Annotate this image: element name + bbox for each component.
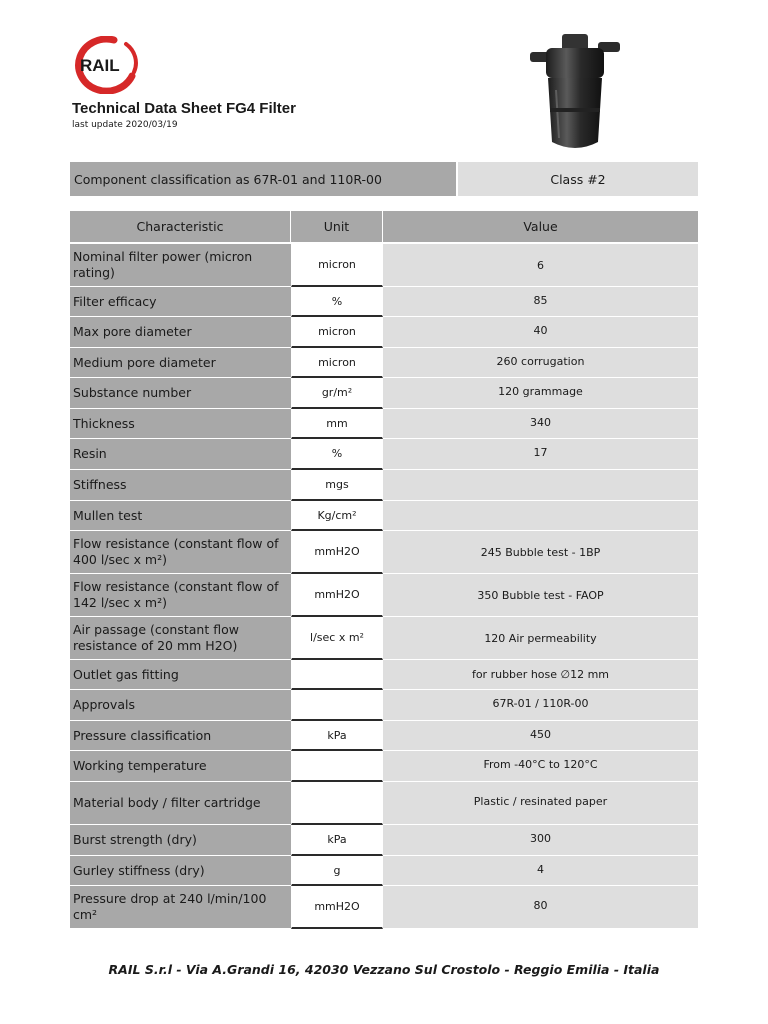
table-row <box>70 531 698 574</box>
characteristic-cell: Nominal filter power (micron rating) <box>70 244 291 287</box>
characteristic-cell: Air passage (constant flow resistance of 20 mm H2O) <box>70 617 291 660</box>
table-row <box>70 574 698 617</box>
value-cell: 340 <box>383 409 698 439</box>
unit-cell: micron <box>291 244 383 287</box>
table-row <box>70 660 698 690</box>
characteristic-cell: Thickness <box>70 409 291 439</box>
classification-value: Class #2 <box>458 162 698 196</box>
characteristic-cell: Filter efficacy <box>70 287 291 317</box>
table-row <box>70 348 698 378</box>
value-cell: 260 corrugation <box>383 348 698 378</box>
unit-cell: kPa <box>291 825 383 856</box>
table-row <box>70 244 698 287</box>
unit-cell: mmH2O <box>291 531 383 574</box>
unit-cell: micron <box>291 317 383 348</box>
fg4-filter-product-image <box>526 30 624 156</box>
value-cell: 40 <box>383 317 698 348</box>
table-row <box>70 690 698 721</box>
table-row <box>70 439 698 470</box>
characteristic-cell: Burst strength (dry) <box>70 825 291 856</box>
value-cell: 80 <box>383 886 698 929</box>
value-cell: 6 <box>383 244 698 287</box>
table-row <box>70 856 698 886</box>
unit-cell: mmH2O <box>291 574 383 617</box>
document-title: Technical Data Sheet FG4 Filter <box>72 100 296 117</box>
unit-cell <box>291 751 383 782</box>
characteristic-cell: Gurley stiffness (dry) <box>70 856 291 886</box>
unit-cell: % <box>291 287 383 317</box>
table-row <box>70 721 698 751</box>
table-row <box>70 470 698 501</box>
characteristic-cell: Approvals <box>70 690 291 721</box>
last-update: last update 2020/03/19 <box>72 120 178 130</box>
table-header-row <box>70 211 698 244</box>
characteristic-cell: Max pore diameter <box>70 317 291 348</box>
unit-cell <box>291 660 383 690</box>
value-cell: for rubber hose ∅12 mm <box>383 660 698 690</box>
table-row <box>70 409 698 439</box>
unit-cell: mm <box>291 409 383 439</box>
table-row <box>70 782 698 825</box>
classification-label: Component classification as 67R-01 and 110R-00 <box>70 162 456 196</box>
value-cell: From -40°C to 120°C <box>383 751 698 782</box>
characteristic-cell: Flow resistance (constant flow of 400 l/sec x m²) <box>70 531 291 574</box>
characteristic-cell: Substance number <box>70 378 291 409</box>
unit-cell <box>291 690 383 721</box>
table-row <box>70 287 698 317</box>
characteristic-cell: Pressure classification <box>70 721 291 751</box>
classification-bar <box>70 162 698 196</box>
value-cell: 350 Bubble test - FAOP <box>383 574 698 617</box>
characteristic-cell: Stiffness <box>70 470 291 501</box>
value-cell: 300 <box>383 825 698 856</box>
table-row <box>70 378 698 409</box>
characteristic-cell: Medium pore diameter <box>70 348 291 378</box>
value-cell <box>383 470 698 501</box>
company-address-footer: RAIL S.r.l - Via A.Grandi 16, 42030 Vezzano Sul Crostolo - Reggio Emilia - Italia <box>108 962 660 977</box>
value-cell: 85 <box>383 287 698 317</box>
table-row <box>70 751 698 782</box>
unit-cell: g <box>291 856 383 886</box>
table-row <box>70 317 698 348</box>
value-cell: 67R-01 / 110R-00 <box>383 690 698 721</box>
value-cell: 450 <box>383 721 698 751</box>
unit-cell: gr/m² <box>291 378 383 409</box>
table-row <box>70 617 698 660</box>
value-cell: 120 grammage <box>383 378 698 409</box>
unit-cell: mmH2O <box>291 886 383 929</box>
logo-text: RAIL <box>80 56 120 75</box>
characteristic-cell: Pressure drop at 240 l/min/100 cm² <box>70 886 291 929</box>
value-cell: 245 Bubble test - 1BP <box>383 531 698 574</box>
header-characteristic: Characteristic <box>70 211 291 244</box>
value-cell: 17 <box>383 439 698 470</box>
value-cell <box>383 501 698 531</box>
unit-cell: kPa <box>291 721 383 751</box>
unit-cell: l/sec x m² <box>291 617 383 660</box>
value-cell: 120 Air permeability <box>383 617 698 660</box>
characteristic-cell: Resin <box>70 439 291 470</box>
table-row <box>70 825 698 856</box>
characteristic-cell: Outlet gas fitting <box>70 660 291 690</box>
unit-cell: Kg/cm² <box>291 501 383 531</box>
unit-cell: % <box>291 439 383 470</box>
header-unit: Unit <box>291 211 383 244</box>
unit-cell <box>291 782 383 825</box>
characteristic-cell: Material body / filter cartridge <box>70 782 291 825</box>
table-row <box>70 501 698 531</box>
value-cell: Plastic / resinated paper <box>383 782 698 825</box>
characteristic-cell: Flow resistance (constant flow of 142 l/sec x m²) <box>70 574 291 617</box>
title-block <box>72 100 296 130</box>
spec-table <box>70 211 698 929</box>
table-row <box>70 886 698 929</box>
characteristic-cell: Working temperature <box>70 751 291 782</box>
header-value: Value <box>383 211 698 244</box>
unit-cell: micron <box>291 348 383 378</box>
value-cell: 4 <box>383 856 698 886</box>
unit-cell: mgs <box>291 470 383 501</box>
rail-logo <box>74 36 142 94</box>
characteristic-cell: Mullen test <box>70 501 291 531</box>
